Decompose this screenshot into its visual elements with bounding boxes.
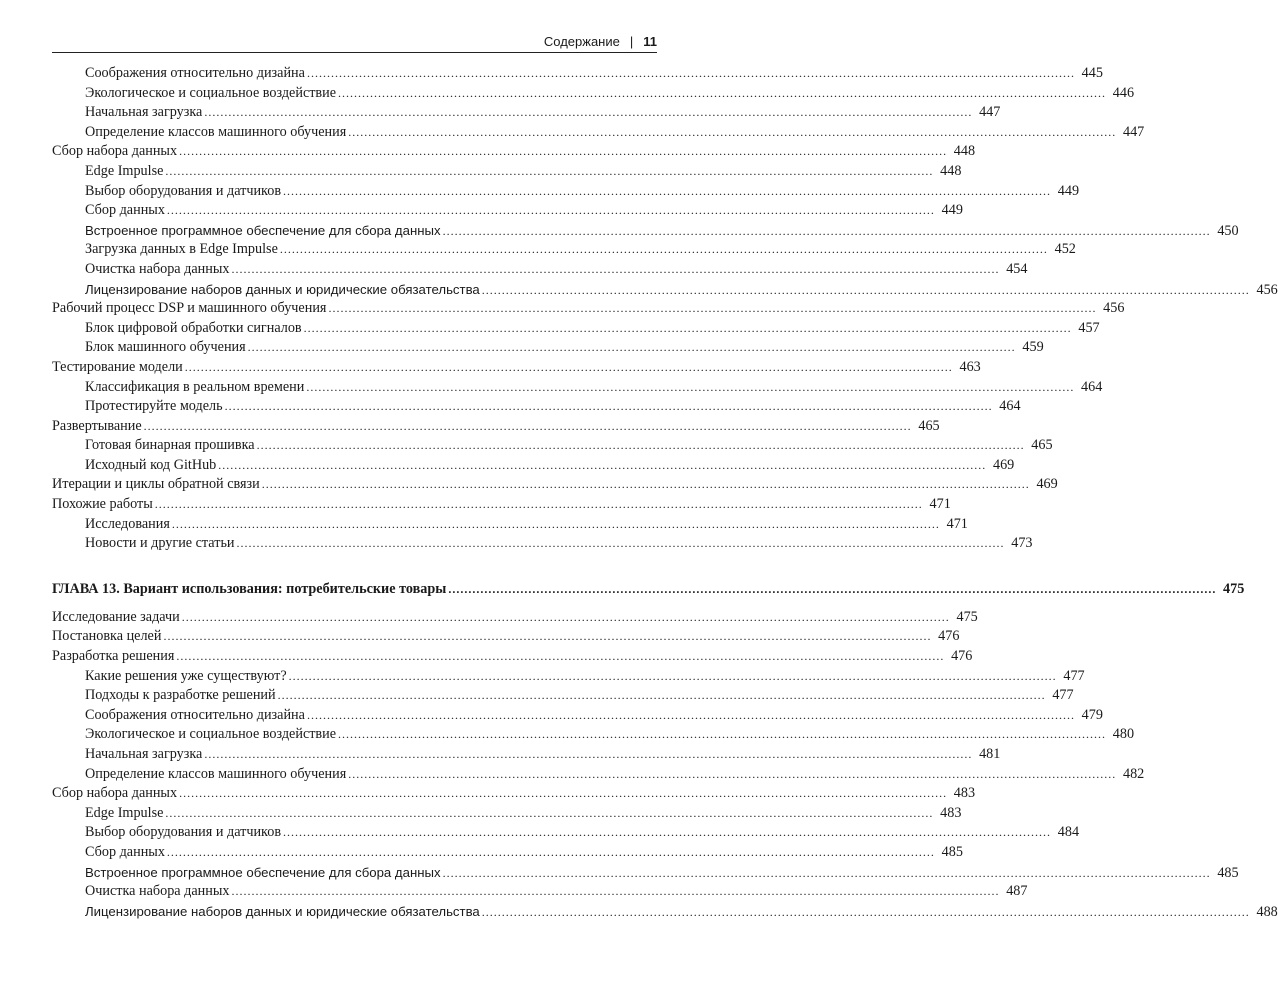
toc-entry-title: Подходы к разработке решений <box>85 687 276 704</box>
toc-entry[interactable] <box>52 784 976 804</box>
toc-entry[interactable] <box>52 436 1053 456</box>
toc-entry[interactable] <box>52 338 1044 358</box>
toc-entry-title: Очистка набора данных <box>85 260 230 277</box>
leader-dots <box>231 260 999 280</box>
toc-entry-title: Определение классов машинного обучения <box>85 123 347 140</box>
toc-entry-page: 471 <box>929 496 951 513</box>
toc-entry-title: Сбор данных <box>85 202 165 219</box>
toc-entry-page: 480 <box>1112 726 1135 743</box>
toc-entry-title: Лицензирование наборов данных и юридические обязательства <box>85 903 480 919</box>
toc-entry-page: 463 <box>959 358 981 375</box>
toc-entry[interactable] <box>52 182 1080 202</box>
toc-entry-page: 481 <box>979 746 1001 762</box>
toc-entry-page: 454 <box>1006 260 1028 277</box>
spacer <box>52 600 657 608</box>
leader-dots <box>237 534 1005 554</box>
toc-entry-title: Готовая бинарная прошивка <box>85 437 255 454</box>
toc-entry-title: Постановка целей <box>52 628 162 645</box>
toc-entry[interactable] <box>52 84 1135 104</box>
leader-dots <box>176 647 944 667</box>
toc-entry-page: 459 <box>1022 339 1044 356</box>
toc-entry-title: Похожие работы <box>52 496 153 513</box>
toc-entry[interactable] <box>52 280 1278 300</box>
toc-entry[interactable] <box>52 240 1076 260</box>
toc-entry-title: Edge Impulse <box>85 804 164 821</box>
leader-dots <box>248 338 1016 358</box>
leader-dots <box>338 84 1106 104</box>
leader-dots <box>144 417 912 437</box>
leader-dots <box>482 281 1250 301</box>
toc-entry-page: 482 <box>1122 765 1145 782</box>
leader-dots <box>306 378 1074 398</box>
toc-entry-title: Очистка набора данных <box>85 883 230 900</box>
toc-entry-title: Экологическое и социальное воздействие <box>85 84 337 101</box>
chapter-title: ГЛАВА 13. Вариант использования: потребительские товары <box>52 580 447 597</box>
toc-entry[interactable] <box>52 319 1100 339</box>
leader-dots <box>163 627 931 647</box>
toc-entry-title: Рабочий процесс DSP и машинного обучения <box>52 300 327 317</box>
toc-entry[interactable] <box>52 745 1001 765</box>
toc-entry-page: 471 <box>946 515 968 532</box>
toc-entry[interactable] <box>52 495 951 515</box>
toc-section-part2 <box>52 608 1278 922</box>
leader-dots <box>165 804 933 824</box>
toc-entry[interactable] <box>52 475 1058 495</box>
toc-entry-page: 487 <box>1006 883 1028 900</box>
toc-section-part1 <box>52 64 1278 554</box>
leader-dots <box>155 495 923 515</box>
page-number: 11 <box>643 34 657 49</box>
toc-entry-page: 483 <box>953 785 976 802</box>
toc-entry-page: 479 <box>1081 706 1103 723</box>
toc-entry[interactable] <box>52 221 1239 241</box>
toc-entry-page: 485 <box>1217 864 1239 881</box>
toc-entry-title: Протестируйте модель <box>85 398 223 415</box>
toc-entry-title: Определение классов машинного обучения <box>85 765 347 782</box>
toc-entry[interactable] <box>52 686 1074 706</box>
toc-entry-title: Исследования <box>85 515 170 532</box>
toc-entry-page: 447 <box>1122 123 1145 140</box>
leader-dots <box>179 142 947 162</box>
toc-entry[interactable] <box>52 64 1103 84</box>
toc-entry-page: 452 <box>1054 241 1076 258</box>
table-of-contents <box>52 64 1278 921</box>
leader-dots <box>443 222 1211 242</box>
toc-entry[interactable] <box>52 260 1028 280</box>
header-separator: | <box>629 34 634 49</box>
toc-entry-title: Встроенное программное обеспечение для сбора данных <box>85 864 441 880</box>
toc-entry-title: Встроенное программное обеспечение для сбора данных <box>85 222 441 238</box>
toc-entry-title: Сбор данных <box>85 843 165 860</box>
toc-entry[interactable] <box>52 123 1145 143</box>
leader-dots <box>231 882 999 902</box>
toc-entry-page: 446 <box>1112 84 1135 101</box>
chapter-page: 475 <box>1223 580 1245 597</box>
toc-entry-page: 469 <box>1036 476 1058 493</box>
toc-entry-page: 448 <box>953 143 976 160</box>
toc-entry-page: 477 <box>1052 687 1074 704</box>
toc-entry-page: 457 <box>1078 319 1100 336</box>
toc-entry[interactable] <box>52 863 1239 883</box>
toc-entry-page: 445 <box>1081 65 1103 81</box>
toc-entry[interactable] <box>52 162 962 182</box>
leader-dots <box>167 843 935 863</box>
toc-entry[interactable] <box>52 515 968 535</box>
running-header <box>52 28 657 53</box>
chapter-heading[interactable] <box>52 578 1245 600</box>
leader-dots <box>204 103 972 123</box>
spacer <box>52 554 657 578</box>
toc-entry-page: 449 <box>941 202 963 219</box>
leader-dots <box>283 182 1051 202</box>
leader-dots <box>218 456 986 476</box>
leader-dots <box>167 201 935 221</box>
toc-entry-page: 448 <box>940 162 962 179</box>
toc-entry[interactable] <box>52 882 1028 902</box>
leader-dots <box>257 436 1025 456</box>
leader-dots <box>280 240 1048 260</box>
toc-entry-page: 465 <box>918 417 940 434</box>
toc-entry[interactable] <box>52 397 1021 417</box>
toc-entry[interactable] <box>52 804 962 824</box>
toc-entry-page: 485 <box>941 843 963 860</box>
toc-entry-page: 476 <box>951 648 973 665</box>
toc-entry-page: 447 <box>979 104 1001 121</box>
leader-dots <box>307 64 1075 84</box>
toc-entry-title: Лицензирование наборов данных и юридические обязательства <box>85 281 480 297</box>
leader-dots <box>443 864 1211 884</box>
toc-entry[interactable] <box>52 299 1125 319</box>
toc-entry-page: 449 <box>1057 182 1080 199</box>
toc-entry-title: Какие решения уже существуют? <box>85 667 287 684</box>
toc-entry-page: 456 <box>1103 300 1125 317</box>
toc-entry-title: Соображения относительно дизайна <box>85 706 305 723</box>
toc-entry-title: Экологическое и социальное воздействие <box>85 726 337 743</box>
toc-entry[interactable] <box>52 608 978 628</box>
leader-dots <box>289 667 1057 687</box>
toc-entry-title: Тестирование модели <box>52 358 183 375</box>
toc-entry[interactable] <box>52 627 960 647</box>
toc-entry[interactable] <box>52 358 981 378</box>
toc-entry[interactable] <box>52 142 976 162</box>
toc-entry[interactable] <box>52 417 940 437</box>
leader-dots <box>182 608 950 628</box>
toc-entry-page: 484 <box>1057 824 1080 841</box>
toc-entry-title: Загрузка данных в Edge Impulse <box>85 241 278 258</box>
toc-entry-page: 456 <box>1256 281 1278 298</box>
toc-entry-title: Новости и другие статьи <box>85 535 235 552</box>
toc-entry-title: Исходный код GitHub <box>85 456 217 473</box>
toc-entry-title: Выбор оборудования и датчиков <box>85 824 282 841</box>
toc-entry-title: Начальная загрузка <box>85 746 203 762</box>
toc-entry[interactable] <box>52 667 1085 687</box>
toc-entry-title: Сбор набора данных <box>52 785 178 802</box>
leader-dots <box>338 725 1106 745</box>
toc-entry-title: Начальная загрузка <box>85 104 203 121</box>
leader-dots <box>262 475 1030 495</box>
toc-entry[interactable] <box>52 706 1103 726</box>
toc-entry-title: Классификация в реальном времени <box>85 378 305 395</box>
toc-entry[interactable] <box>52 902 1278 922</box>
toc-entry[interactable] <box>52 103 1001 123</box>
toc-entry-page: 476 <box>938 628 960 645</box>
toc-entry-title: Исследование задачи <box>52 608 180 625</box>
toc-entry[interactable] <box>52 725 1135 745</box>
toc-entry-page: 473 <box>1011 535 1033 552</box>
toc-entry-page: 469 <box>992 456 1015 473</box>
toc-entry-page: 475 <box>956 608 978 625</box>
leader-dots <box>448 578 1216 600</box>
toc-entry-page: 464 <box>1081 378 1103 395</box>
toc-entry[interactable] <box>52 534 1033 554</box>
toc-entry-title: Блок машинного обучения <box>85 339 246 356</box>
toc-entry-page: 465 <box>1031 437 1053 454</box>
leader-dots <box>304 319 1072 339</box>
toc-entry[interactable] <box>52 456 1015 476</box>
toc-entry-title: Соображения относительно дизайна <box>85 65 305 81</box>
section-title: Содержание <box>543 34 620 49</box>
leader-dots <box>482 903 1250 923</box>
toc-entry-title: Edge Impulse <box>85 162 164 179</box>
toc-entry[interactable] <box>52 378 1103 398</box>
leader-dots <box>172 515 940 535</box>
toc-entry-page: 483 <box>940 804 962 821</box>
leader-dots <box>307 706 1075 726</box>
leader-dots <box>283 823 1051 843</box>
leader-dots <box>165 162 933 182</box>
toc-entry-page: 464 <box>999 398 1021 415</box>
toc-entry[interactable] <box>52 843 963 863</box>
toc-entry-title: Блок цифровой обработки сигналов <box>85 319 302 336</box>
toc-entry-page: 488 <box>1256 903 1278 920</box>
leader-dots <box>348 765 1116 785</box>
toc-entry-title: Итерации и циклы обратной связи <box>52 476 260 493</box>
toc-entry[interactable] <box>52 765 1145 785</box>
toc-entry-title: Разработка решения <box>52 648 175 665</box>
toc-entry-page: 450 <box>1217 222 1239 239</box>
leader-dots <box>225 397 993 417</box>
toc-entry-page: 477 <box>1063 667 1085 684</box>
leader-dots <box>179 784 947 804</box>
leader-dots <box>204 745 972 765</box>
toc-entry-title: Выбор оборудования и датчиков <box>85 182 282 199</box>
leader-dots <box>278 686 1046 706</box>
leader-dots <box>185 358 953 378</box>
toc-entry[interactable] <box>52 201 963 221</box>
toc-entry-title: Сбор набора данных <box>52 143 178 160</box>
toc-entry-title: Развертывание <box>52 417 142 434</box>
toc-entry[interactable] <box>52 823 1080 843</box>
leader-dots <box>328 299 1096 319</box>
toc-entry[interactable] <box>52 647 973 667</box>
leader-dots <box>348 123 1116 143</box>
